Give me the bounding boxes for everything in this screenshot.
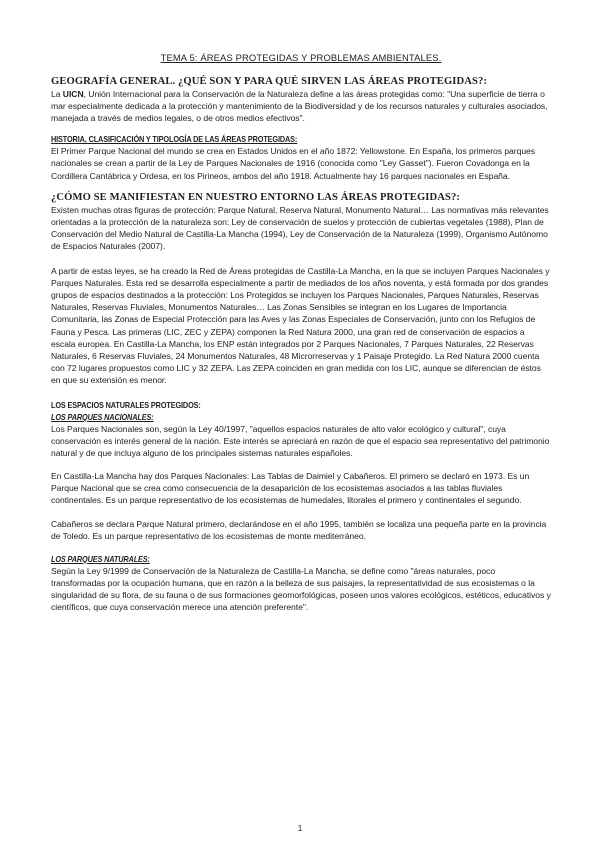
- section-heading-natural-spaces: LOS ESPACIOS NATURALES PROTEGIDOS:: [51, 399, 201, 410]
- subheading-natural-parks: LOS PARQUES NATURALES:: [51, 553, 150, 564]
- document-title: TEMA 5: ÁREAS PROTEGIDAS Y PROBLEMAS AMBIENTALES.: [160, 52, 442, 63]
- uicn-lead: La: [51, 89, 63, 100]
- page-number: 1: [297, 823, 303, 833]
- page-content: [51, 52, 551, 613]
- section-heading-manifestation: ¿CÓMO SE MANIFIESTAN EN NUESTRO ENTORNO LAS ÁREAS PROTEGIDAS?:: [51, 191, 461, 203]
- paragraph-national-parks-law: Los Parques Nacionales son, según la Ley 40/1997, "aquellos espacios naturales de alto valor ecológico y cultural", cuya conservación es interés general de la nación. Este interés se apreciará en razón de que el espacio sea representativo del patrimonio natural y de que incluya alguno de los principales sistemas naturales españoles.: [51, 423, 550, 459]
- uicn-acronym: UICN: [62, 89, 84, 100]
- paragraph-protection-figures: Existen muchas otras figuras de protección: Parque Natural, Reserva Natural, Monumento Natural… Las normativas más relevantes orientadas a la protección de la naturaleza son: Ley de conservación de suelos y protección de cubiertas vegetales (1988), Plan de Conservación del Medio Natural de Castilla-La Mancha (1994), Ley de Conservación de la Naturaleza (1999), Organismo Autónomo de Espacios Naturales (2007).: [51, 204, 549, 251]
- section-heading-what-are-protected-areas: GEOGRAFÍA GENERAL. ¿QUÉ SON Y PARA QUÉ SIRVEN LAS ÁREAS PROTEGIDAS?:: [51, 76, 488, 88]
- subheading-national-parks: LOS PARQUES NACIONALES:: [51, 411, 154, 422]
- paragraph-history: El Primer Parque Nacional del mundo se crea en Estados Unidos en el año 1872: Yellowstone. En España, los primeros parques nacionales se crean a partir de la Ley de Parques Nacionales de 1916 (conocida como "Ley Gasset"). Fueron Covadonga en la Cordillera Cantábrica y Ordesa, en los Pirineos, ambos del año 1918. Actualmente hay 16 parques nacionales en España.: [51, 146, 536, 181]
- section-heading-history: HISTORIA, CLASIFICACIÓN Y TIPOLOGÍA DE LAS ÁREAS PROTEGIDAS:: [51, 134, 298, 145]
- paragraph-protected-network: A partir de estas leyes, se ha creado la Red de Áreas protegidas de Castilla-La Mancha, en la que se incluyen Parques Nacionales y Parques Naturales. Esta red se desarrolla especialmente a partir de mediados de los años noventa, y está formada por dos grandes grupos de espacios destinados a la protección: Los Protegidos se incluyen los Parques Nacionales, Parques Naturales, Reservas Naturales, Reservas Fluviales, Monumentos Naturales… Las Zonas Sensibles se integran en los Lugares de Importancia Comunitaria, las Zonas de Especial Protección para las Aves y las Zonas Especiales de Conservación, junto con los Refugios de Fauna y Pesca. Las primeras (LIC, ZEC y ZEPA) componen la Red Natura 2000, una gran red de conservación de espacios a escala europea. En Castilla-La Mancha, los ENP están integrados por 2 Parques Nacionales, 7 Parques Naturales, 22 Reservas Naturales, 6 Reservas Fluviales, 24 Monumentos Naturales, 48 Microrreservas y 1 Paisaje Protegido. La Red Natura 2000 cuenta con 72 lugares propuestos como LIC y 32 ZEPA. Las ZEPA coinciden en gran medida con los LIC, aunque se diferencian de éstos en que su extensión es menor.: [51, 266, 550, 385]
- paragraph-castilla-national-parks: En Castilla-La Mancha hay dos Parques Nacionales: Las Tablas de Daimiel y Cabañeros. El primero se declaró en 1973. Es un Parque Nacional que se crea como consecuencia de la desaparición de los ecosistemas asociados a las tablas fluviales continentales. Es un parque representativo de los ecosistemas de humedales, litorales el primero y continentales el segundo.: [51, 471, 530, 506]
- paragraph-uicn-definition: [51, 88, 551, 124]
- uicn-definition-text: , Unión Internacional para la Conservación de la Naturaleza define a las áreas protegidas como: "Una superficie de tierra o mar especialmente dedicada a la protección y mantenimiento de la Biodiversidad y de los recursos naturales y culturales asociados, manejada a través de medios legales, o de otros medios efectivos".: [51, 89, 548, 124]
- paragraph-cabaneros: Cabañeros se declara Parque Natural primero, declarándose en el año 1995, también se localiza una pequeña parte en la provincia de Toledo. Es un parque representativo de los ecosistemas de monte mediterráneo.: [51, 518, 547, 541]
- paragraph-natural-parks-law: Según la Ley 9/1999 de Conservación de la Naturaleza de Castilla-La Mancha, se define como "áreas naturales, poco transformadas por la ocupación humana, que en razón a la belleza de sus paisajes, la representatividad de sus ecosistemas o la singularidad de su flora, de su fauna o de sus formaciones geomorfológicas, poseen unos valores ecológicos, estéticos, educativos y científicos, que cuya conservación merece una atención preferente".: [51, 565, 551, 612]
